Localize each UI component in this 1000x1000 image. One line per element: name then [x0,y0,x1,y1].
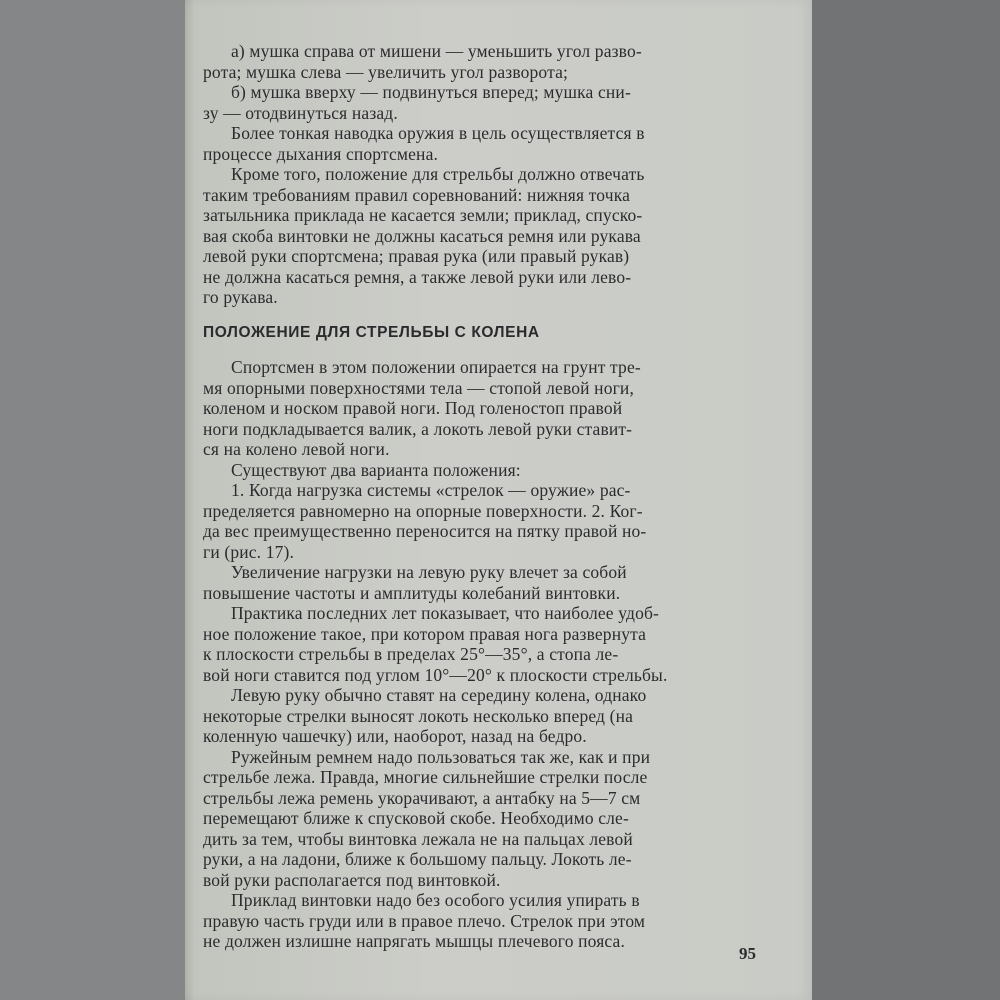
paragraph-load: Увеличение нагрузки на левую руку влечет за собой повышение частоты и амплитуды колебаний винтовки. [203,562,627,603]
background-right [812,0,1000,1000]
paragraph-variants-intro: Существуют два варианта положения: [231,459,521,480]
main-text-block [203,357,753,952]
paragraph-rules: Кроме того, положение для стрельбы должно отвечать таким требованиям правил соревнований: нижняя точка затыльника приклада не касается земли; приклад, спуско- вая скоба винтовки не должны касаться ремня или рукава левой руки спортсмена; правая рука (или правый рукав) не должна касаться ремня, а также левой руки или лево- го рукава. [203,164,645,307]
paragraph-a: а) мушка справа от мишени — уменьшить угол разво- рота; мушка слева — увеличить угол разворота; [203,41,642,82]
paragraph-sling: Ружейным ремнем надо пользоваться так же, как и при стрельбе лежа. Правда, многие сильнейшие стрелки после стрельбы лежа ремень укорачивают, а антабку на 5—7 см перемещают ближе к спусковой скобе. Необходимо сле- дить за тем, чтобы винтовка лежала не на пальцах левой руки, а на ладони, ближе к большому пальцу. Локоть ле- вой руки располагается под винтовкой. [203,746,651,890]
paragraph-aiming: Более тонкая наводка оружия в цель осуществляется в процессе дыхания спортсмена. [203,123,645,164]
top-text-block [203,41,753,308]
page-gutter-shadow [185,0,195,1000]
paragraph-practice: Практика последних лет показывает, что наиболее удоб- ное положение такое, при котором правая нога развернута к плоскости стрельбы в пределах 25°—35°, а стопа ле- вой ноги ставится под углом 10°—20° к плоскости стрельбы. [203,603,668,685]
paragraph-stock: Приклад винтовки надо без особого усилия упирать в правую часть груди или в правое плечо. Стрелок при этом не должен излишне напрягать мышцы плечевого пояса. [203,890,646,951]
paragraph-variants: 1. Когда нагрузка системы «стрелок — оружие» рас- пределяется равномерно на опорные поверхности. 2. Ког- да вес преимущественно переносится на пятку правой но- ги (рис. 17). [203,480,647,562]
paragraph-left-hand: Левую руку обычно ставят на середину колена, однако некоторые стрелки выносят локоть несколько вперед (на коленную чашечку) или, наоборот, назад на бедро. [203,685,647,746]
paragraph-support: Спортсмен в этом положении опирается на грунт тре- мя опорными поверхностями тела — стопой левой ноги, коленом и носком правой ноги. Под голеностоп правой ноги подкладывается валик, а локоть левой руки ставит- ся на колено левой ноги. [203,357,641,459]
page-number: 95 [739,944,756,963]
background-left [0,0,185,1000]
paragraph-b: б) мушка вверху — подвинуться вперед; мушка сни- зу — отодвинуться назад. [203,82,631,123]
section-heading: ПОЛОЖЕНИЕ ДЛЯ СТРЕЛЬБЫ С КОЛЕНА [203,324,540,341]
